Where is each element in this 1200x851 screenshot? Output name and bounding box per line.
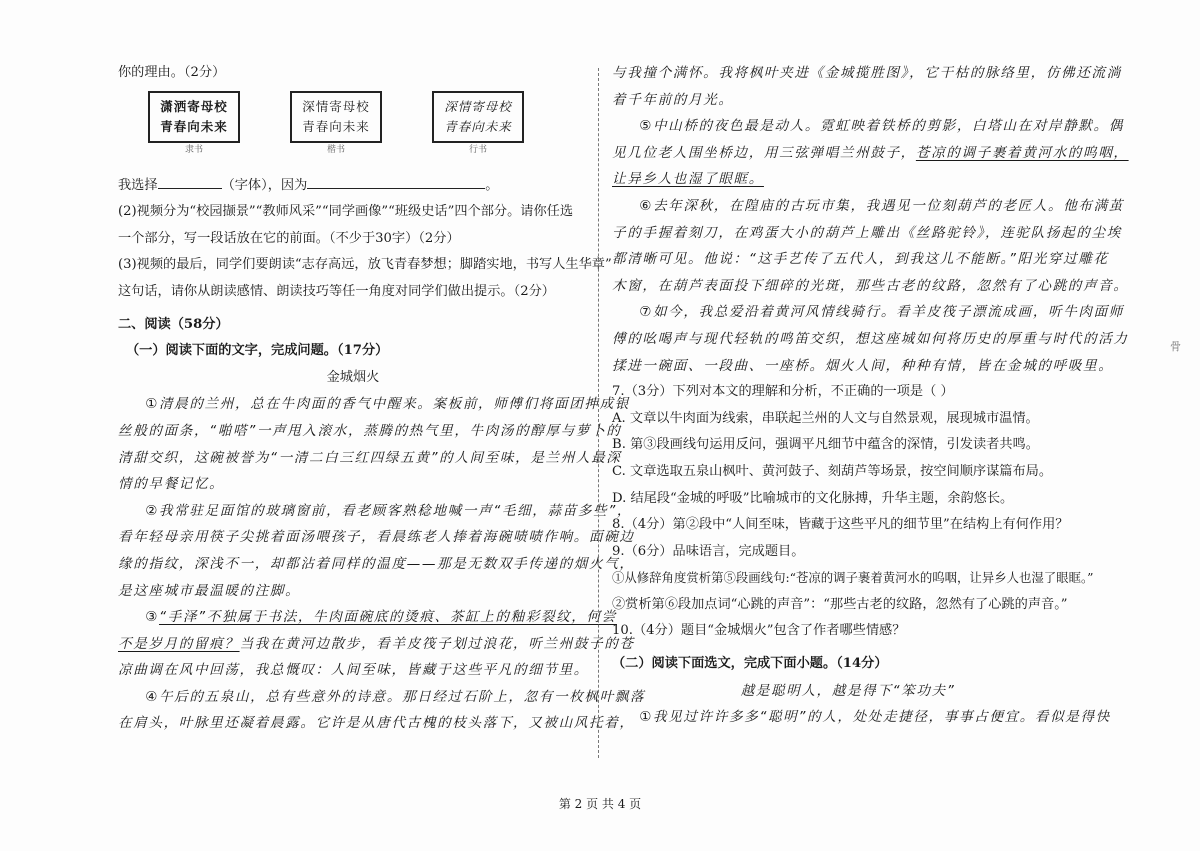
paragraph-2: 看年轻母亲用筷子尖挑着面汤喂孩子，看晨练老人捧着海碗啧啧作响。面碗边 — [118, 529, 635, 546]
font-sample-caption: 行书 — [468, 144, 487, 155]
question-9: 9.（6分）品味语言，完成题目。 — [612, 543, 805, 559]
paragraph-1: 清甜交织，这碗被誉为“一清二白三红四绿五黄”的人间至味，是兰州人最深 — [118, 449, 622, 466]
paragraph-2: 是这座城市最温暖的注脚。 — [118, 582, 301, 599]
question-2-line1: (2)视频分为“校园撷景”“教师风采”“同学画像”“班级史话”四个部分。请你任选 — [118, 204, 574, 220]
font-sample-line1: 潇洒寄母校 — [160, 98, 228, 114]
paragraph-2: 缘的指纹，深浅不一，却都沾着同样的温度——那是无数双手传递的烟火气， — [118, 555, 635, 572]
paragraph-6: 子的手握着刻刀，在鸡蛋大小的葫芦上雕出《丝路驼铃》，连驼队扬起的尘埃 — [612, 224, 1122, 241]
paragraph-6: 木窗，在葫芦表面投下细碎的光斑，那些古老的纹路，忽然有了心跳的声音。 — [612, 277, 1129, 294]
paragraph-4: 在肩头，叶脉里还凝着晨露。它许是从唐代古槐的枝头落下，又被山风托着， — [118, 715, 635, 732]
article-title: 越是聪明人，越是得下“笨功夫” — [740, 682, 956, 699]
font-sample-line2: 青春向未来 — [302, 118, 370, 134]
paragraph-1: 情的早餐记忆。 — [118, 476, 225, 493]
question-9-part2: ②赏析第⑥段加点词“心跳的声音”：“那些古老的纹路，忽然有了心跳的声音。” — [612, 596, 1068, 612]
paragraph-3: 凉曲调在风中回荡，我总慨叹：人间至味，皆藏于这些平凡的细节里。 — [118, 662, 590, 679]
paragraph-5: 见几位老人围坐桥边，用三弦弹唱兰州鼓子，苍凉的调子裹着黄河水的呜咽， — [612, 144, 1129, 161]
left-column — [118, 60, 646, 737]
question-9-part1: ①从修辞角度赏析第⑤段画线句:“苍凉的调子裹着黄河水的呜咽，让异乡人也湿了眼眶。” — [612, 570, 1094, 586]
page-footer: 第 2 页 共 4 页 — [558, 797, 642, 811]
paragraph-1: ①清晨的兰州，总在牛肉面的香气中醒来。案板前，师傅们将面团抻成银 — [145, 396, 630, 413]
font-sample-caption: 楷书 — [326, 144, 345, 155]
font-sample-kaishu — [290, 91, 382, 167]
paragraph-3: ③“手泽”不独属于书法，牛肉面碗底的烫痕、茶缸上的釉彩裂纹，何尝 — [145, 609, 617, 626]
choice-line: 我选择 （字体），因为 。 — [118, 173, 588, 200]
underlined-sentence: 让异乡人也湿了眼眶。 — [612, 171, 764, 188]
paragraph-4: ④午后的五泉山，总有些意外的诗意。那日经过石阶上，忽有一枚枫叶飘落 — [145, 688, 646, 705]
font-sample-line1: 深情寄母校 — [302, 98, 370, 114]
option-a: A. 文章以牛肉面为线索，串联起兰州的人文与自然景观，展现城市温情。 — [612, 410, 1039, 426]
font-sample-line2: 青春向未来 — [444, 118, 512, 134]
paragraph-2: ②我常驻足面馆的玻璃窗前，看老顾客熟稔地喊一声“毛细，蒜苗多些”， — [145, 502, 633, 519]
paragraph-7: 揉进一碗面、一段曲、一座桥。烟火人间，种种有情，皆在金城的呼吸里。 — [612, 357, 1114, 374]
paragraph-4-cont: 与我撞个满怀。我将枫叶夹进《金城揽胜图》，它干枯的脉络里，仿佛还流淌 — [612, 65, 1122, 81]
underlined-sentence: 不是岁月的留痕？ — [118, 635, 240, 652]
right-column — [612, 60, 1129, 731]
font-sample-xingshu — [432, 91, 524, 167]
paragraph-6: ⑥去年深秋，在隍庙的古玩市集，我遇见一位刻葫芦的老匠人。他布满茧 — [639, 197, 1124, 214]
paragraph-4-cont: 着千年前的月光。 — [612, 91, 734, 108]
option-d: D. 结尾段“金城的呼吸”比喻城市的文化脉搏，升华主题，余韵悠长。 — [612, 490, 1014, 506]
paragraph-1: ①我见过许许多多“聪明”的人，处处走捷径，事事占便宜。看似是得快 — [639, 709, 1111, 726]
answer-blank[interactable] — [307, 175, 485, 189]
answer-blank[interactable] — [158, 175, 222, 189]
paragraph-5: ⑤中山桥的夜色最是动人。霓虹映着铁桥的剪影，白塔山在对岸静默。偶 — [639, 118, 1124, 135]
question-7: 7.（3分）下列对本文的理解和分析，不正确的一项是（ ） — [612, 384, 954, 400]
font-sample-line2: 青春向未来 — [160, 118, 228, 134]
question-3-line1: (3)视频的最后，同学们要朗读“志存高远，放飞青春梦想；脚踏实地，书写人生华章” — [118, 257, 612, 273]
font-sample-line1: 深情寄母校 — [444, 98, 512, 114]
paragraph-7: 傅的吆喝声与现代轻轨的鸣笛交织，想这座城如何将历史的厚重与时代的活力 — [612, 330, 1129, 347]
article-title: 金城烟火 — [326, 369, 380, 385]
question-10: 10.（4分）题目“金城烟火”包含了作者哪些情感？ — [612, 623, 906, 639]
question-2-line2: 一个部分，写一段话放在它的前面。（不少于30字）（2分） — [118, 230, 460, 246]
margin-mark: 骨 — [1170, 340, 1181, 353]
question-8: 8.（4分）第②段中“人间至味，皆藏于这些平凡的细节里”在结构上有何作用？ — [612, 517, 1069, 533]
subsection-heading: （二）阅读下面选文，完成下面小题。（14分） — [612, 656, 888, 672]
font-sample-caption: 隶书 — [184, 144, 203, 155]
option-b: B. 第③段画线句运用反问，强调平凡细节中蕴含的深情，引发读者共鸣。 — [612, 437, 1039, 453]
paragraph-5 — [612, 166, 1084, 193]
underlined-sentence: “手泽”不独属于书法，牛肉面碗底的烫痕、茶缸上的釉彩裂纹，何尝 — [158, 609, 617, 626]
section-heading: 二、阅读（58分） — [118, 316, 229, 332]
paragraph-6: 都清晰可见。他说：“这手艺传了五代人，到我这儿不能断。”阳光穿过雕花 — [612, 251, 1109, 268]
subsection-heading: （一）阅读下面的文字，完成问题。（17分） — [126, 343, 389, 359]
font-sample-lishu — [148, 91, 240, 167]
paragraph-1: 丝般的面条，“啪嗒”一声甩入滚水，蒸腾的热气里，牛肉汤的醇厚与萝卜的 — [118, 422, 622, 439]
underlined-sentence: 苍凉的调子裹着黄河水的呜咽， — [915, 144, 1129, 161]
option-c: C. 文章选取五泉山枫叶、黄河鼓子、刻葫芦等场景，按空间顺序谋篇布局。 — [612, 463, 1053, 479]
paragraph-7: ⑦如今，我总爱沿着黄河风情线骑行。看羊皮筏子漂流成画，听牛肉面师 — [639, 304, 1124, 321]
font-samples — [118, 91, 588, 167]
prev-question-tail: 你的理由。（2分） — [118, 65, 226, 80]
paragraph-3: 不是岁月的留痕？当我在黄河边散步，看羊皮筏子划过浪花，听兰州鼓子的苍 — [118, 635, 635, 652]
column-divider — [598, 68, 599, 758]
question-3-line2: 这句话，请你从朗读感情、朗读技巧等任一角度对同学们做出提示。（2分） — [118, 283, 555, 299]
